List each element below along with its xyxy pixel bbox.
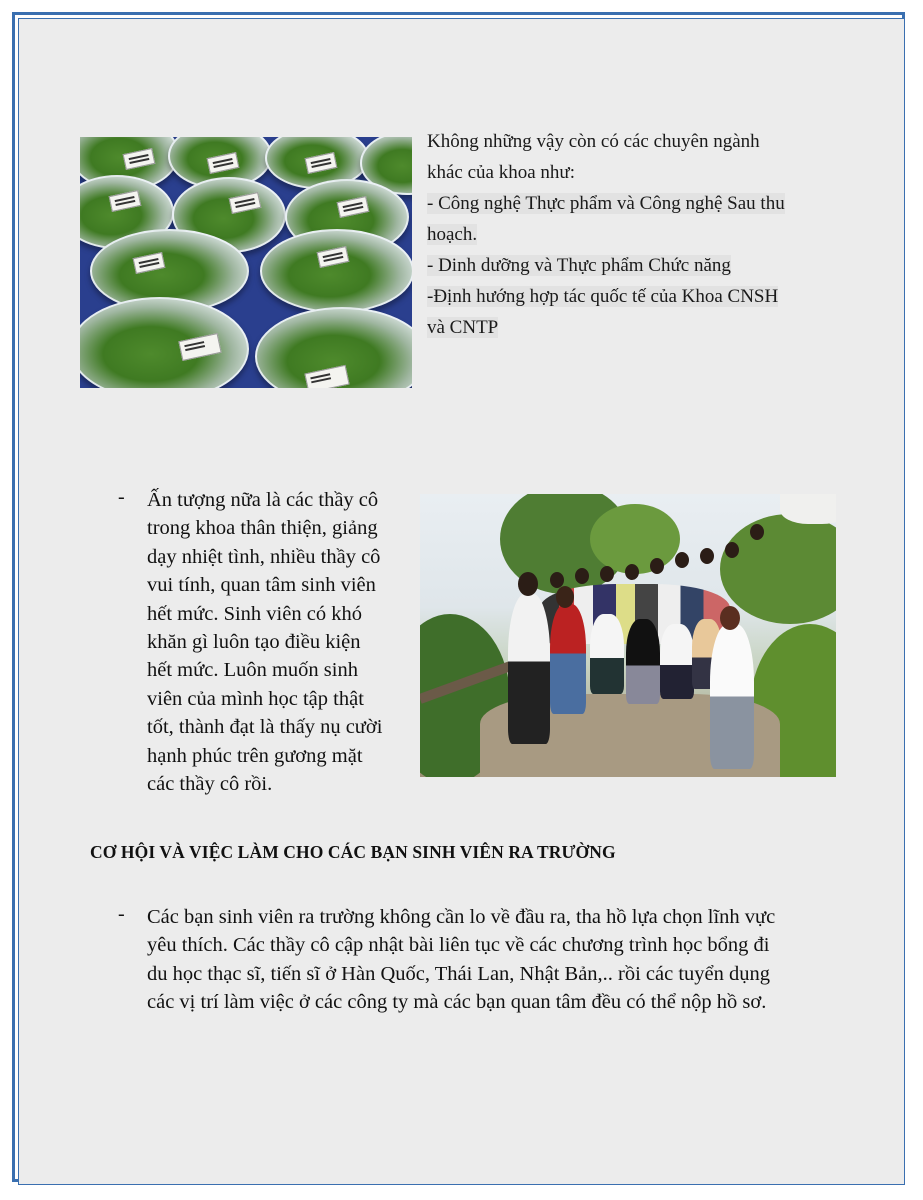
plant-containers-photo (80, 137, 412, 388)
person (508, 594, 550, 744)
text-line: khác của khoa như: (427, 162, 575, 183)
person-head (725, 542, 739, 558)
text-line: viên của mình học tập thật (147, 687, 364, 710)
person-head (750, 524, 764, 540)
tree (720, 514, 836, 624)
bullet-dash: - (118, 903, 125, 925)
text-line: hoạch. (427, 224, 478, 245)
text-line: -Định hướng hợp tác quốc tế của Khoa CNSH (427, 286, 779, 307)
text-line: - Công nghệ Thực phẩm và Công nghệ Sau thu (427, 193, 785, 214)
person (590, 614, 624, 694)
person-head (720, 606, 740, 630)
text-line: yêu thích. Các thầy cô cập nhật bài liên tục về các chương trình học bổng đi (147, 934, 770, 957)
text-line: Không những vậy còn có các chuyên ngành (427, 131, 760, 152)
person (710, 624, 754, 769)
person-head (518, 572, 538, 596)
text-line: hết mức. Luôn muốn sinh (147, 659, 358, 682)
text-line: tốt, thành đạt là thấy nụ cười (147, 716, 383, 739)
umbrella (780, 494, 836, 524)
career-opportunities-text (147, 903, 775, 1017)
text-line: trong khoa thân thiện, giảng (147, 517, 378, 540)
section-heading: CƠ HỘI VÀ VIỆC LÀM CHO CÁC BẠN SINH VIÊN RA TRƯỜNG (90, 842, 616, 862)
text-line: - Dinh dưỡng và Thực phẩm Chức năng (427, 255, 731, 276)
text-line: Ấn tượng nữa là các thầy cô (147, 489, 379, 511)
text-line: các vị trí làm việc ở các công ty mà các bạn quan tâm đều có thể nộp hồ sơ. (147, 991, 767, 1014)
text-line: hết mức. Sinh viên có khó (147, 602, 362, 625)
text-line: và CNTP (427, 317, 499, 338)
person (550, 604, 586, 714)
text-line: Các bạn sinh viên ra trường không cần lo về đầu ra, tha hồ lựa chọn lĩnh vực (147, 906, 776, 928)
teachers-impression-text (147, 486, 382, 798)
person (660, 624, 694, 699)
text-line: các thầy cô rồi. (147, 773, 273, 796)
faculty-majors-text (427, 126, 785, 343)
person-head (556, 586, 574, 608)
person-head (600, 566, 614, 582)
container (80, 297, 249, 388)
text-line: dạy nhiệt tình, nhiều thầy cô (147, 545, 381, 568)
bullet-dash: - (118, 486, 125, 508)
person-head (575, 568, 589, 584)
person-head (625, 564, 639, 580)
group-photo (420, 494, 836, 777)
person (626, 619, 660, 704)
text-line: hạnh phúc trên gương mặt (147, 744, 363, 767)
tree (590, 504, 680, 574)
text-line: khăn gì luôn tạo điều kiện (147, 631, 361, 654)
text-line: du học thạc sĩ, tiến sĩ ở Hàn Quốc, Thái Lan, Nhật Bản,.. rồi các tuyển dụng (147, 962, 771, 985)
person-head (650, 558, 664, 574)
person-head (700, 548, 714, 564)
container (260, 229, 412, 313)
text-line: vui tính, quan tâm sinh viên (147, 574, 376, 597)
person-head (675, 552, 689, 568)
